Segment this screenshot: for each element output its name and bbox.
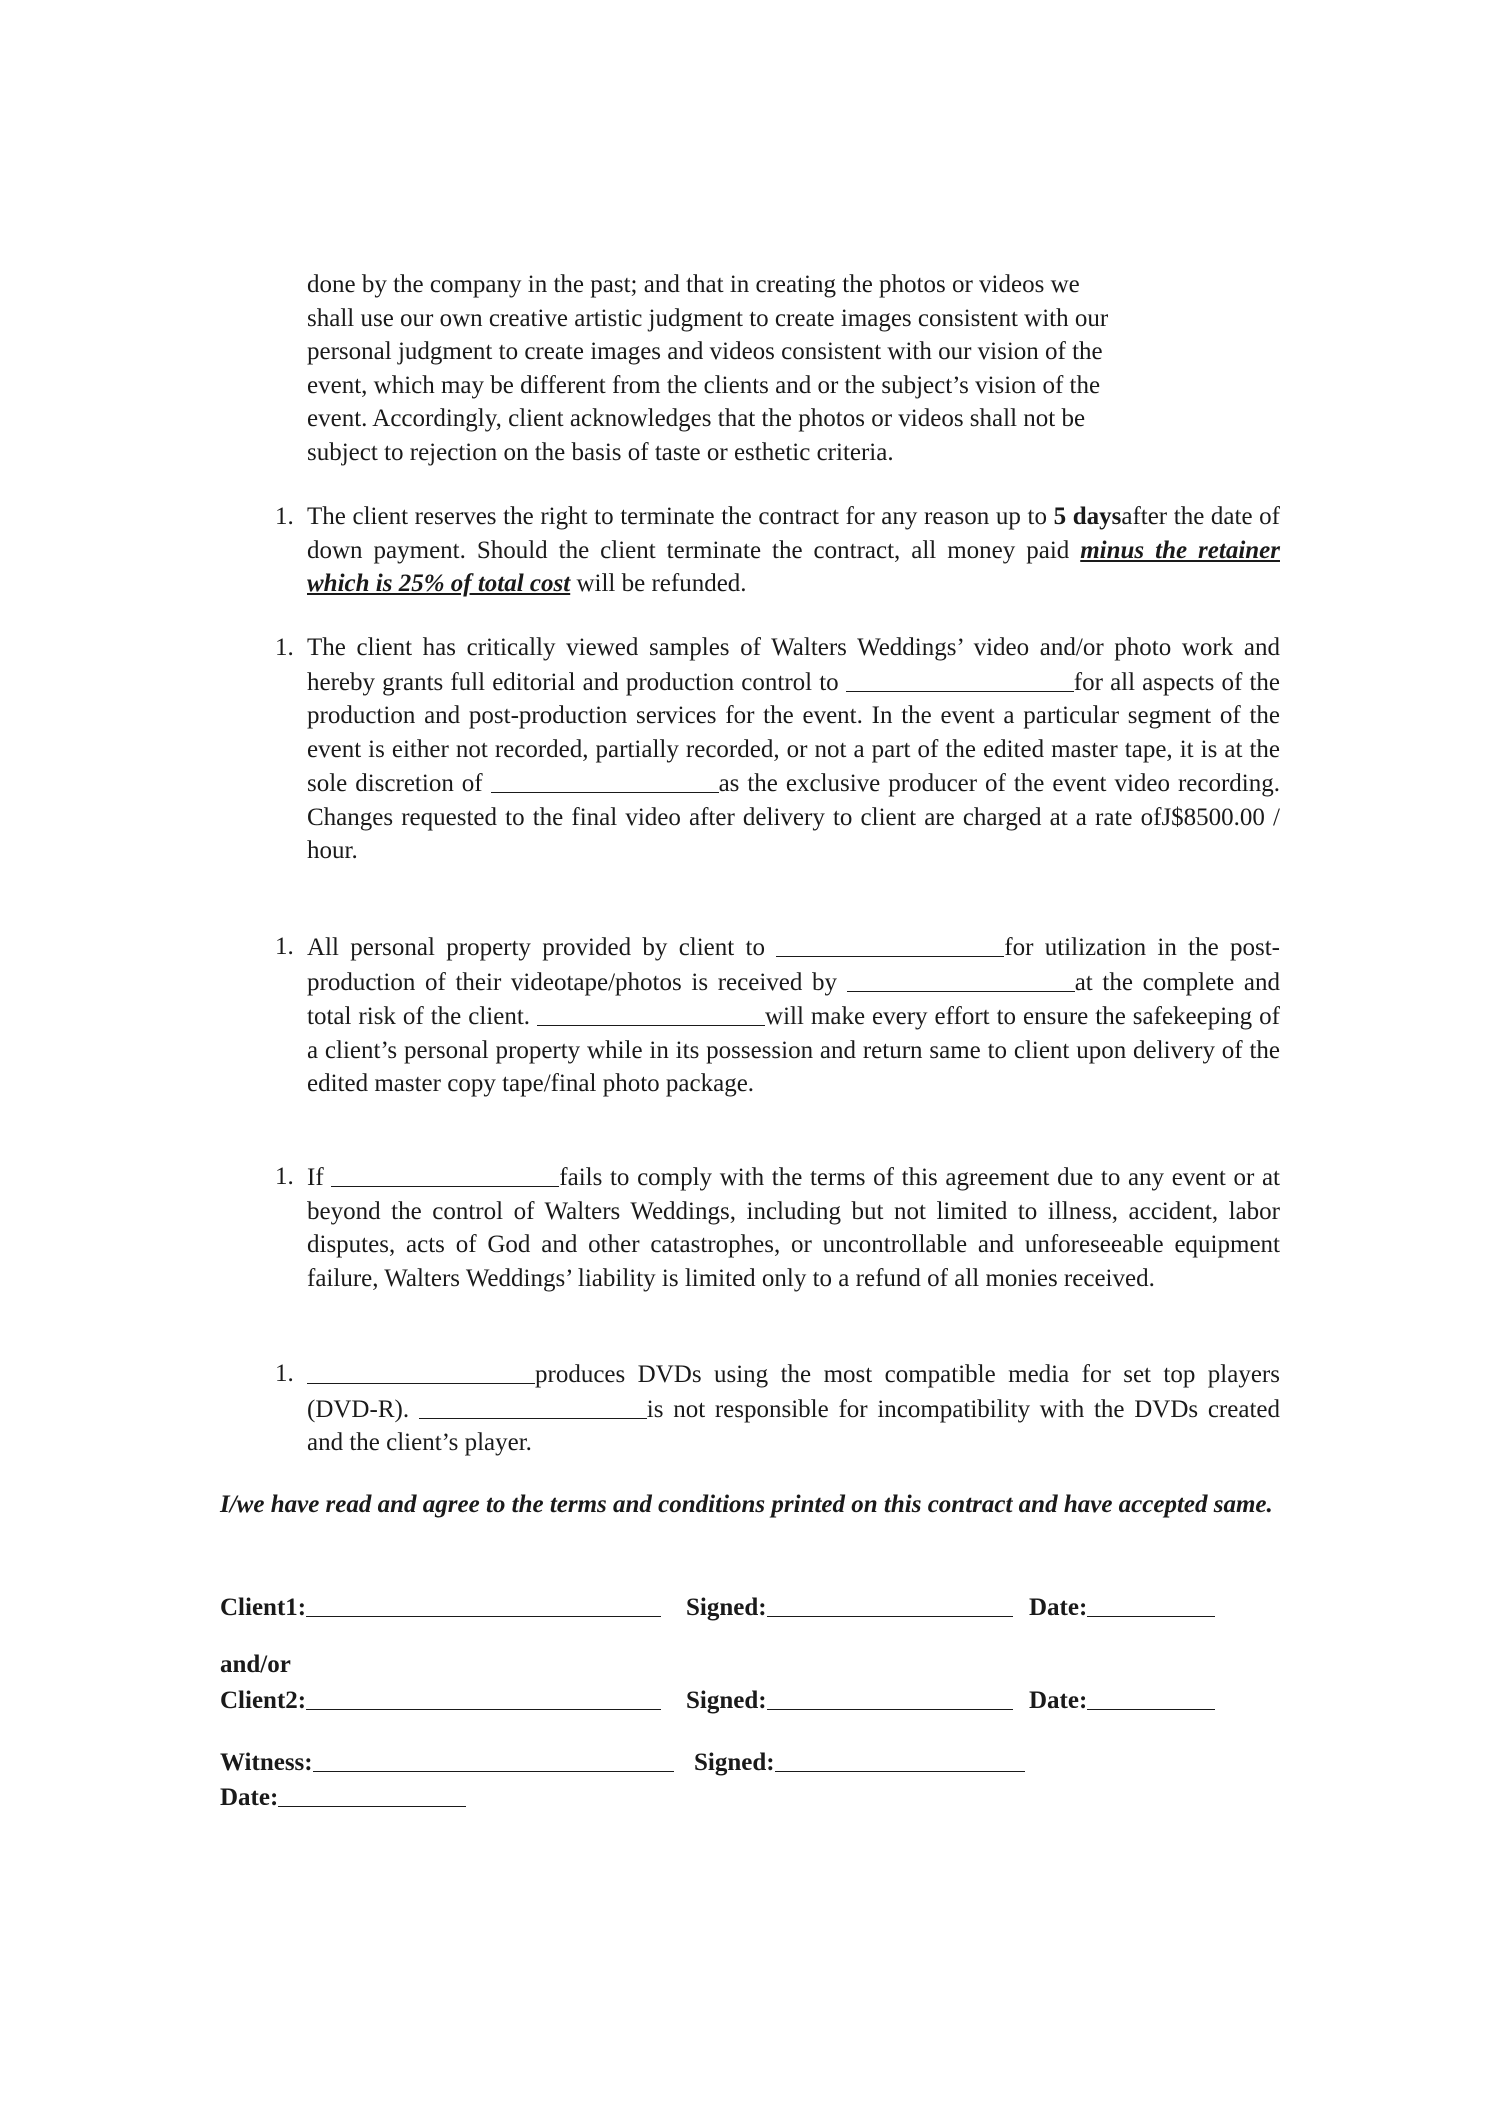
signed-label: Signed:: [686, 1594, 767, 1621]
clause-number: 1.: [275, 1360, 294, 1387]
clause-body: [307, 1160, 1280, 1295]
client2-label: Client2:: [220, 1687, 307, 1714]
intro-line: done by the company in the past; and that in creating the photos or videos we: [307, 271, 1080, 298]
witness-name-line[interactable]: [313, 1747, 674, 1772]
intro-paragraph: [307, 268, 1280, 469]
witness-signed: [694, 1745, 1025, 1778]
date-label: Date:: [1029, 1594, 1088, 1621]
date-label: Date:: [1029, 1687, 1088, 1714]
clause-body: [307, 930, 1280, 1101]
clause-text: for all aspects of the production and post-production services for the event. In the event a particular segment of the event is either not recorded, partially recorded, or not a part of the edited master tape, it is at the sole discretion of: [307, 668, 1280, 797]
signed-label: Signed:: [694, 1749, 775, 1776]
witness-date-line[interactable]: [278, 1782, 466, 1807]
clause-text: If: [307, 1164, 332, 1191]
blank-line[interactable]: [331, 1162, 559, 1187]
intro-line: event. Accordingly, client acknowledges that the photos or videos shall not be: [307, 405, 1086, 432]
blank-line[interactable]: [537, 1001, 765, 1026]
intro-line: shall use our own creative artistic judgment to create images consistent with our: [307, 304, 1109, 332]
client1-signature-line[interactable]: [767, 1592, 1013, 1617]
clause-text: will be refunded.: [570, 570, 747, 597]
witness-row: [220, 1745, 674, 1778]
client2-date: [1029, 1683, 1215, 1716]
clause-number: 1.: [275, 1163, 294, 1190]
clause-number: 1.: [275, 503, 294, 530]
blank-line[interactable]: [491, 768, 719, 793]
witness-signature-line[interactable]: [775, 1747, 1025, 1772]
intro-line: event, which may be different from the clients and or the subject’s vision of the: [307, 371, 1101, 399]
clause-text: will make every effort to ensure the safekeeping of a client’s personal property while in its possession and return same to client upon delivery of the edited master copy tape/final photo package.: [307, 1003, 1280, 1097]
clause-text: The client has critically viewed samples of Walters Weddings’ video and/or photo work and hereby grants full editorial and production control to: [307, 634, 1280, 696]
clause-number: 1.: [275, 933, 294, 960]
clause-text: The client reserves the right to terminate the contract for any reason up to: [307, 503, 1054, 530]
client2-row: [220, 1683, 661, 1716]
blank-line[interactable]: [846, 667, 1074, 692]
client1-date-line[interactable]: [1087, 1592, 1215, 1617]
clause-text: is not responsible for incompatibility with the DVDs created and the client’s player.: [307, 1395, 1280, 1456]
clause-body: [307, 500, 1280, 601]
client1-name-line[interactable]: [306, 1592, 661, 1617]
blank-line[interactable]: [307, 1359, 535, 1384]
clause-text: for utilization in the post- production of their videotape/photos is received by: [307, 934, 1280, 996]
blank-line[interactable]: [776, 932, 1004, 957]
clause-text: after the date of down payment. Should the client terminate the contract, all money paid: [307, 503, 1280, 564]
clause-text: fails to comply with the terms of this agreement due to any event or at beyond the control of Walters Weddings, including but not limited to illness, accident, labor disputes, acts of God and other catastrophes, or uncontrollable and unforeseeable equipment failure, Walters Weddings’ liability is limited only to a refund of all monies received.: [307, 1164, 1280, 1292]
clause-body: [307, 1357, 1280, 1460]
clause-text: produces DVDs using the most compatible media for set top players (DVD-R).: [307, 1361, 1280, 1423]
client2-name-line[interactable]: [306, 1685, 661, 1710]
clause-body: [307, 631, 1280, 868]
blank-line[interactable]: [419, 1394, 647, 1419]
agreement-statement: I/we have read and agree to the terms and conditions printed on this contract and have accepted same.: [220, 1491, 1273, 1518]
signed-label: Signed:: [686, 1687, 767, 1714]
andor-label: and/or: [220, 1651, 291, 1678]
intro-line: personal judgment to create images and videos consistent with our vision of the: [307, 338, 1103, 365]
clause-text: at the complete and total risk of the client.: [307, 968, 1280, 1030]
client1-signed: [686, 1590, 1013, 1623]
clause-text: All personal property provided by client to: [307, 934, 777, 961]
date-label: Date:: [220, 1784, 279, 1811]
client1-row: [220, 1590, 661, 1623]
witness-label: Witness:: [220, 1749, 313, 1776]
blank-line[interactable]: [847, 967, 1075, 992]
clause-bold-text: 5 days: [1053, 503, 1122, 530]
witness-date: [220, 1780, 466, 1813]
intro-line: subject to rejection on the basis of taste or esthetic criteria.: [307, 438, 894, 466]
client1-date: [1029, 1590, 1215, 1623]
clause-text: as the exclusive producer of the event video recording. Changes requested to the final video after delivery to client are charged at a rate ofJ$8500.00 / hour.: [307, 770, 1280, 864]
client1-label: Client1:: [220, 1594, 307, 1621]
client2-signed: [686, 1683, 1013, 1716]
retainer-emphasis: minus the retainer which is 25% of total cost: [307, 536, 1280, 597]
client2-signature-line[interactable]: [767, 1685, 1013, 1710]
clause-number: 1.: [275, 634, 294, 661]
client2-date-line[interactable]: [1087, 1685, 1215, 1710]
